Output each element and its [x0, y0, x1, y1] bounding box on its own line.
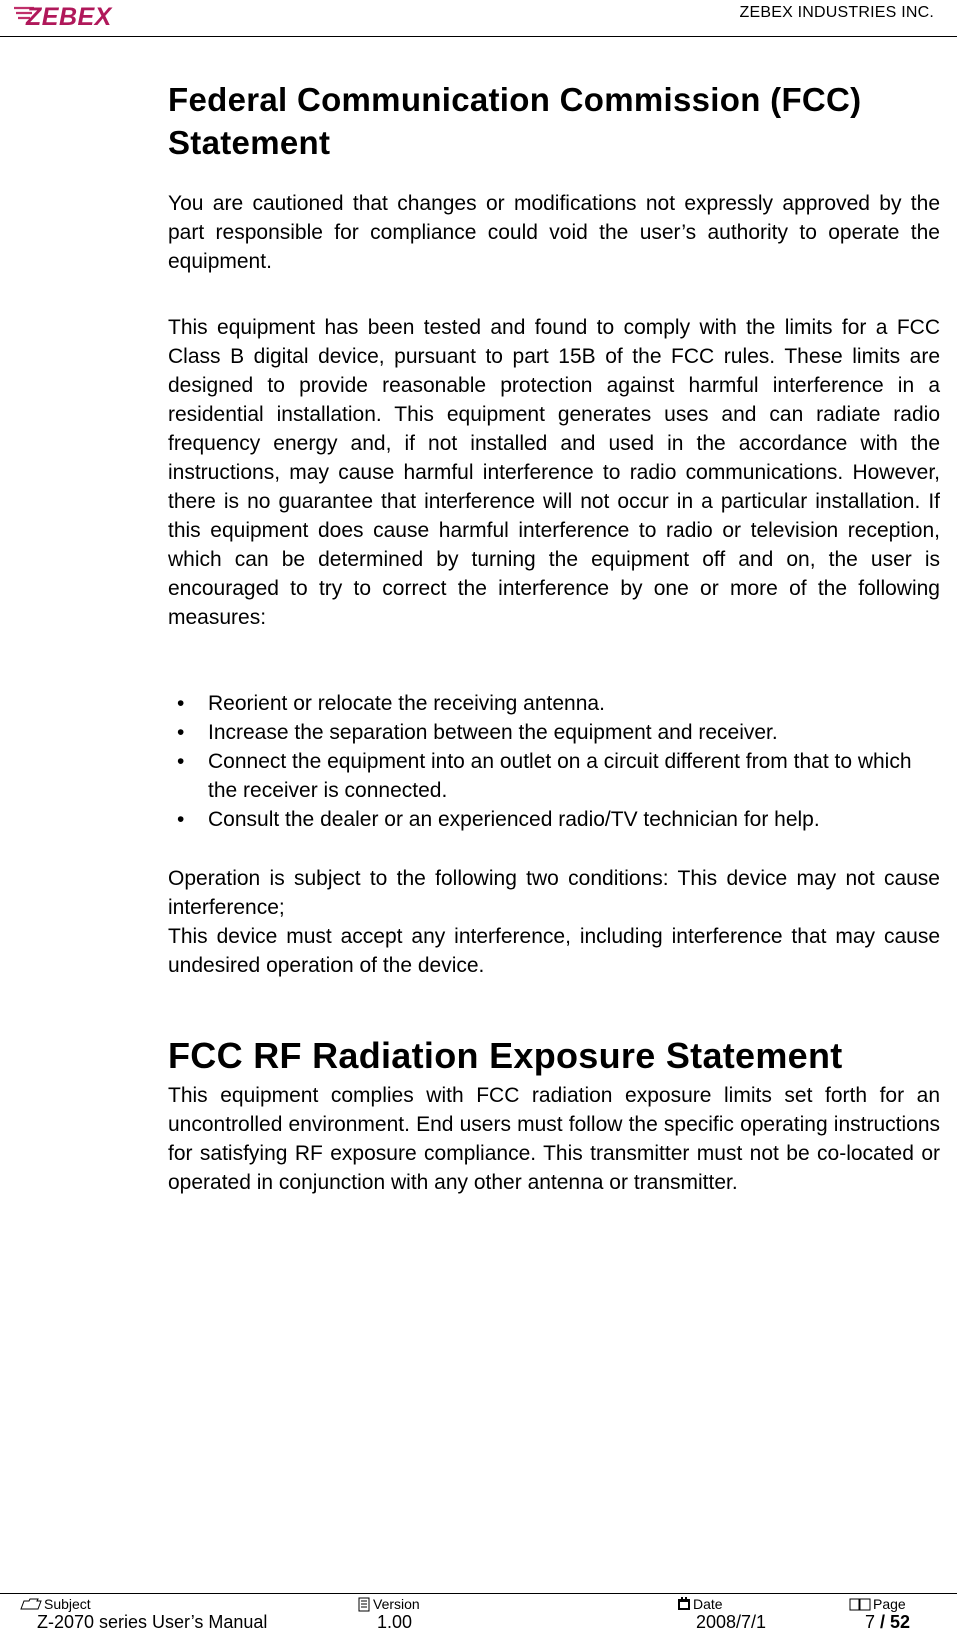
compliance-paragraph: This equipment has been tested and found to comply with the limits for a FCC Class B digital device, pursuant to part 15B of the FCC rules. These limits are designed to provide reasonable protection against harmful interference in a residential installation. This equipment generates uses and can radiate radio frequency energy and, if not installed and used in the accordance with the instructions, may cause harmful interference to radio communications. However, there is no guarantee that interference will not occur in a particular installation. If this equipment does cause harmful interference to radio or television reception, which can be determined by turning the equipment off and on, the user is encouraged to try to correct the interference by one or more of the following measures:	[168, 316, 940, 629]
subject-label: Subject	[20, 1596, 91, 1612]
bullet-icon: •	[177, 750, 185, 773]
measures-list	[168, 689, 940, 834]
date-label: Date	[677, 1596, 723, 1612]
company-name: ZEBEX INDUSTRIES INC.	[739, 4, 934, 21]
page-separator: /	[875, 1612, 891, 1632]
subject-value: Z-2070 series User’s Manual	[37, 1612, 268, 1632]
version-value: 1.00	[377, 1612, 413, 1632]
caution-paragraph: You are cautioned that changes or modifications not expressly approved by the part responsible for compliance could void the user’s authority to operate the equipment.	[168, 192, 940, 273]
conditions-paragraph	[168, 864, 940, 980]
version-label: Version	[357, 1596, 420, 1612]
list-item: • Increase the separation between the equipment and receiver.	[168, 718, 940, 747]
calendar-icon	[677, 1597, 691, 1611]
fcc-title-line2: Statement	[168, 124, 331, 161]
bullet-icon: •	[177, 721, 185, 744]
header-divider	[0, 36, 957, 37]
folder-icon	[20, 1598, 42, 1610]
conditions-line1: Operation is subject to the following two conditions: This device may not cause interference;	[168, 867, 940, 919]
bullet-icon: •	[177, 808, 185, 831]
conditions-line2: This device must accept any interference, including interference that may cause undesired operation of the device.	[168, 925, 940, 977]
date-value: 2008/7/1	[696, 1612, 767, 1632]
logo-text: ZEBEX	[26, 3, 112, 30]
page-footer	[0, 1594, 957, 1631]
bullet-icon: •	[177, 692, 185, 715]
zebex-logo	[12, 2, 142, 30]
page-total: 52	[890, 1612, 911, 1632]
fcc-title-line1: Federal Communication Commission (FCC)	[168, 81, 862, 118]
page-current: 7	[865, 1612, 876, 1632]
page-label: Page	[849, 1596, 906, 1612]
document-icon	[357, 1597, 371, 1612]
list-item: • Reorient or relocate the receiving antenna.	[168, 689, 940, 718]
page-number	[865, 1612, 910, 1633]
rf-exposure-title: FCC RF Radiation Exposure Statement	[168, 1035, 843, 1076]
list-item: • Consult the dealer or an experienced radio/TV technician for help.	[168, 805, 940, 834]
book-icon	[849, 1597, 871, 1611]
fcc-statement-title	[168, 78, 940, 164]
rf-exposure-paragraph: This equipment complies with FCC radiation exposure limits set forth for an uncontrolled environment. End users must follow the specific operating instructions for satisfying RF exposure compliance. This transmitter must not be co-located or operated in conjunction with any other antenna or transmitter.	[168, 1084, 940, 1194]
page-header	[0, 0, 957, 38]
list-item: • Connect the equipment into an outlet on a circuit different from that to which the receiver is connected.	[168, 747, 940, 805]
